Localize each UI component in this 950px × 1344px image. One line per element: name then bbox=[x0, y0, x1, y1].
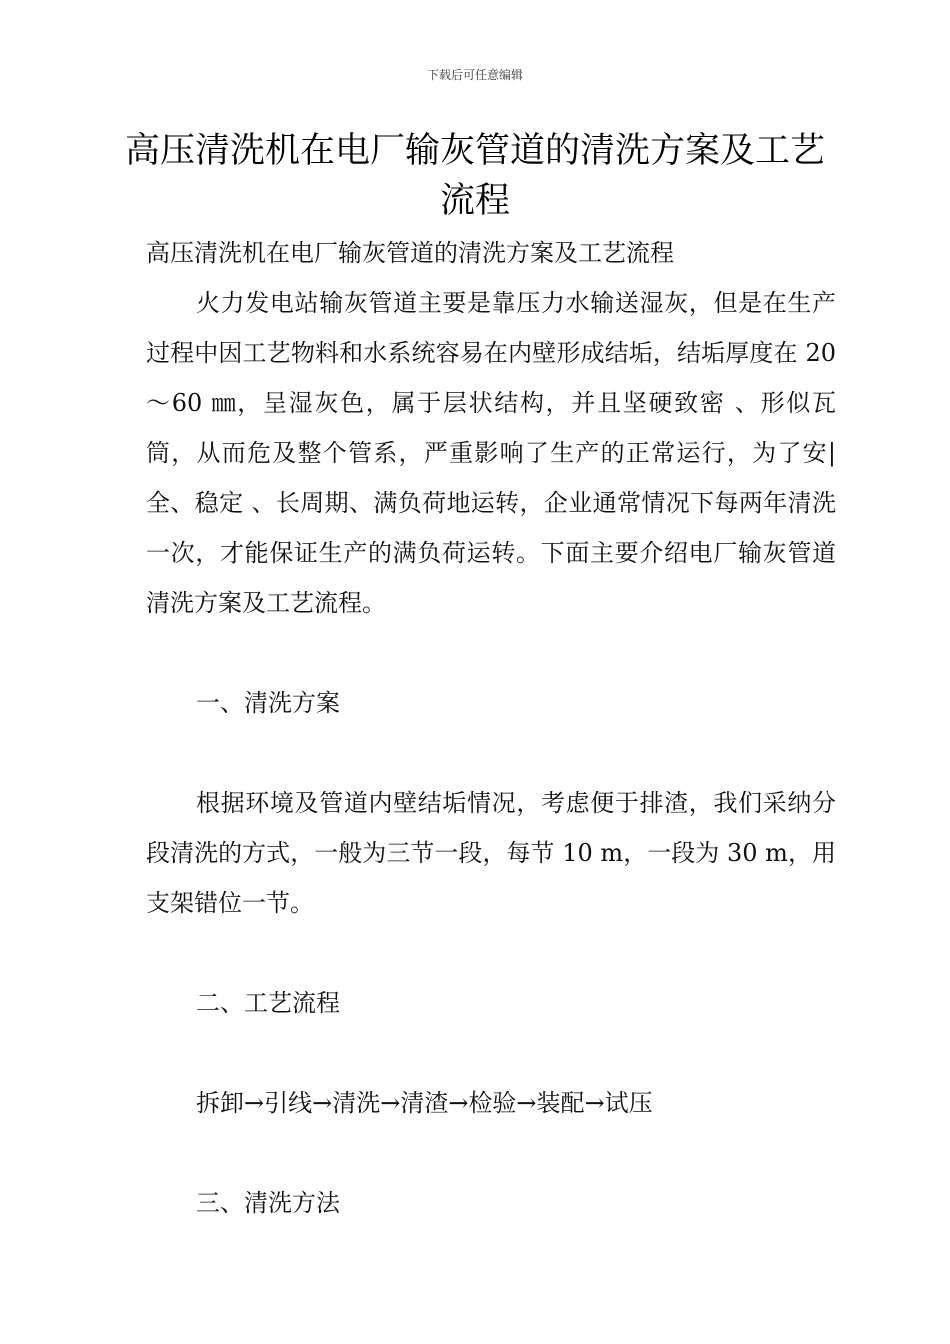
spacer bbox=[146, 1028, 836, 1078]
spacer bbox=[146, 928, 836, 978]
spacer bbox=[146, 728, 836, 778]
spacer bbox=[146, 628, 836, 678]
spacer bbox=[146, 1128, 836, 1178]
document-body bbox=[146, 228, 836, 1228]
section-heading-plan: 一、清洗方案 bbox=[196, 689, 340, 717]
document-title: 高压清洗机在电厂输灰管道的清洗方案及工艺流程 bbox=[124, 131, 825, 221]
intro-paragraph: 火力发电站输灰管道主要是靠压力水输送湿灰，但是在生产过程中因工艺物料和水系统容易在内壁形成结垢，结垢厚度在 20～60 ㎜，呈湿灰色，属于层状结构，并且坚硬致密 、形似瓦筒，从而危及整个管系，严重影响了生产的正常运行，为了安|全、稳定 、长周期、满负荷地运转，企业通常情况下每两年清洗一次，才能保证生产的满负荷运转。下面主要介绍电厂输灰管道清洗方案及工艺流程。 bbox=[146, 289, 836, 617]
section-heading-process: 二、工艺流程 bbox=[196, 989, 340, 1017]
document-subtitle: 高压清洗机在电厂输灰管道的清洗方案及工艺流程 bbox=[146, 239, 674, 267]
section-body-plan: 根据环境及管道内壁结垢情况，考虑便于排渣，我们采纳分段清洗的方式，一般为三节一段，每节 10 m，一段为 30 m，用支架错位一节。 bbox=[146, 789, 836, 917]
section-heading-method: 三、清洗方法 bbox=[196, 1189, 340, 1217]
header-note: 下载后可任意编辑 bbox=[426, 68, 523, 82]
section-body-process: 拆卸→引线→清洗→清渣→检验→装配→试压 bbox=[196, 1089, 653, 1117]
